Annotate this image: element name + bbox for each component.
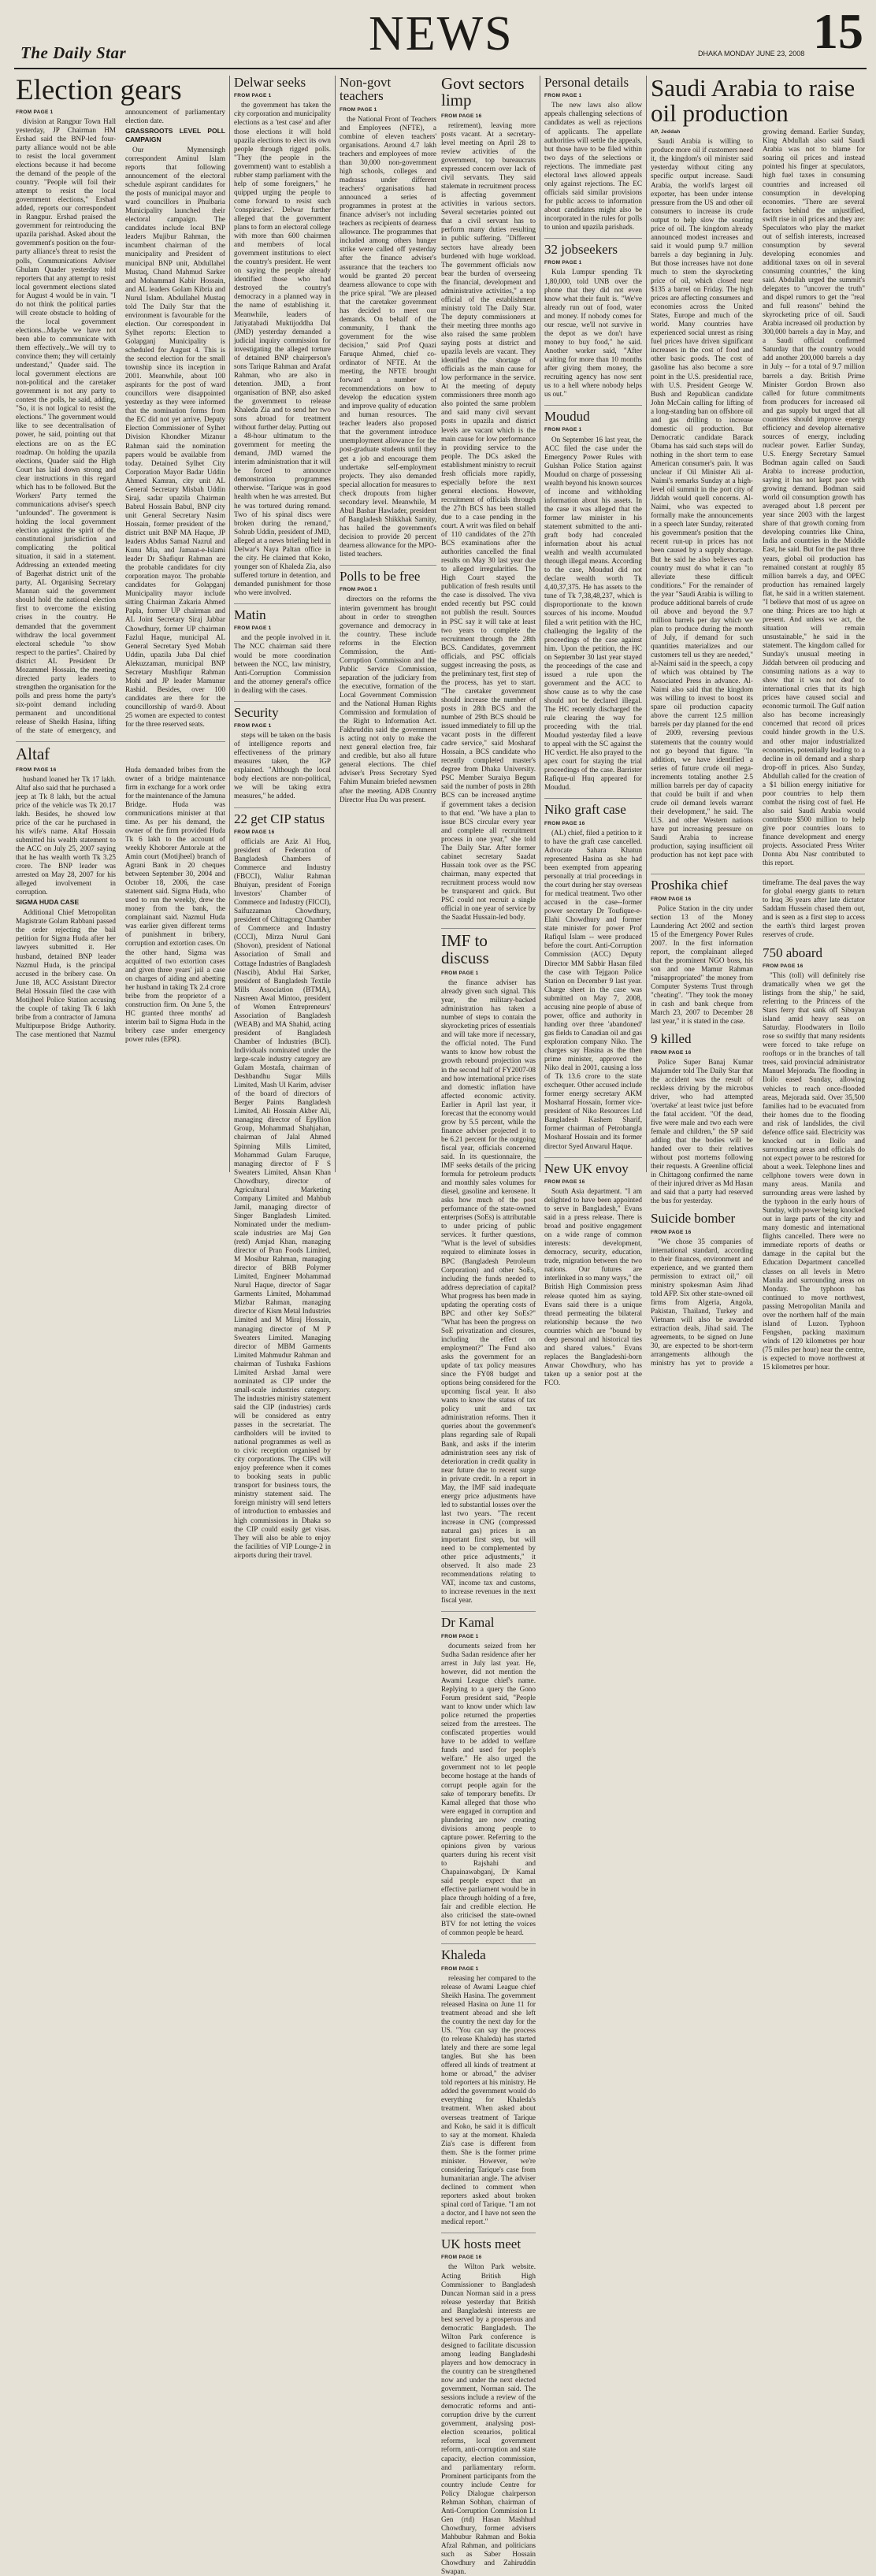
- column-1: [16, 76, 225, 1172]
- kicker: FROM PAGE 1: [441, 1633, 479, 1639]
- headline-security: Security: [234, 704, 279, 720]
- story-kamal: [441, 1616, 536, 1937]
- story-govt-sectors: [441, 76, 536, 922]
- story-jobseekers: [544, 243, 642, 399]
- story-text: Police Super Banaj Kumar Majumder told The Daily Star that the accident was the result of reckless driving by the microbus driver, who had attempted 'overtake' at least twice just before the fatal accident. "Of the dead, five were male and two each were female and children," the SP said adding that the bodies will be handed over to their relatives without post mortems following their requests. A Greenline official in Chittagong confirmed the name of their injured driver as Md Hasan and said that a party had reserved the bus for yesterday.: [651, 1057, 753, 1205]
- story-text: releasing her compared to the release of Awami League chief Sheikh Hasina. The government released Hasina on June 11 for treatment abroad and she left the country the next day for the US. "You can say the process (to release Khaleda) has started lately and there are some legal tangles. But she has been offered all kinds of treatment at home or abroad," the adviser told reporters at his ministry. He added the government would do everything for Khaleda's treatment. When asked about overseas treatment of Tarique and Koko, he said it is difficult to say at the moment. Khaleda Zia's case is different from them. She is the former prime minister. However, we're considering Tarique's case from humanitarian angle. The adviser declined to comment when reporters asked about broken spinal cord of Tarique. "I am not a doctor, and I have not seen the medical report.": [441, 1973, 536, 2226]
- headline-imf: IMF to discuss: [441, 931, 489, 967]
- story-divider: [441, 1611, 536, 1612]
- headline-election-gears: Election gears: [16, 74, 182, 106]
- subheading: SIGMA HUDA CASE: [16, 898, 80, 907]
- kicker: FROM PAGE 16: [441, 113, 482, 119]
- story-750-aboard: [763, 946, 865, 1372]
- story-imf: [441, 933, 536, 1605]
- story-text: "This (toll) will definitely rise dramatically when we get the listings from the ship," he said, referring to the Princess of the Stars ferry that sank off Sibuyan island amid heavy seas on Saturday. Floodwaters in Iloilo rose so swiftly that many residents were forced to take refuge on rooftops or in the branches of tall trees, said provincial administrator Manuel Mejorada. The flooding in Iloilo eased Sunday, allowing vehicles to reach once-flooded areas, Mejorada said. Over 35,500 families had to be evacuated from their homes due to the flooding and risk of landslides, the civil defence office said. Electricity was knocked out in Iloilo and surrounding areas and officials do not expect power to be restored for about a week. Telephone lines and cellphone towers were down in many areas. Manila and surrounding areas were lashed by the typhoon in the early hours of Sunday, with power being knocked out in large parts of the city and many domestic and international flights cancelled. There were no immediate reports of deaths or damage in the capital but the Education Department cancelled classes on all levels in Metro Manila and surrounding areas on Monday. The typhoon has continued to move northwest, passing Metropolitan Manila and over the northern half of the main island of Luzon. Typhoon Fengshen, packing maximum winds of 120 kilometres per hour (75 miles per hour) near the centre, is expected to move northwest at 15 kilometres per hour.: [763, 971, 865, 1372]
- story-divider: [544, 1157, 642, 1158]
- story-text: Our Mymensingh correspondent Aminul Islam reports that following announcement of the electoral schedule aspirant candidates for the posts of municipal mayor and ward councillors in Phulbaria Municipality launched their electoral campaign. The candidates include local BNP leaders Mujibur Rahman, the incumbent chairman of the municipality and President of municipal BNP unit, Abdullahel Mustaq, Chand Mahmud Sarker and Mohammad Kabir Hossain, and AL leaders Golam Kibria and Nurul Islam. Abdullahel Mustaq told The Daily Star that the environment is favourable for the election. Our correspondent in Sylhet reports: Election to Golapganj Municipality is scheduled for August 4. This is the second election for the small township since its inception in 2001. Meanwhile, about 100 aspirants for the post of ward councillors were disappointed yesterday as they were informed that the nomination forms from the EC did not yet arrive. Deputy Election Commissioner of Sylhet Division Khondker Mizanur Rahman said the nomination papers would be available from today. Detained Sylhet City Corporation Mayor Badar Uddin Ahmed Kamran, city unit AL General Secretary Misbah Uddin Siraj, sadar upazila Chairman Babrul Hossain Babul, BNP city unit General Secretary Nasim Hossain, former president of the district unit BNP MA Haque, JP leaders Abdus Samad Nazrul and Kunu Mia, and Jamaat-e-Islami leader Dr Shafiqur Rahman are the probable candidates for city corporation mayor. The probable candidates for Golapganj Municipality mayor include sitting Chairman Zakaria Ahmed Papla, former UP chairman and AL Joint Secretary Siraj Jabbar Chowdhury, former UP chairman Fazlul Haque, municipal AL General Secretary Syed Mobah Uddin, upazila Juba Dal chief Alekuzzaman, municipal BNP Secretary Mushfiqur Rahman Mohi and JP leader Mamunur Rashid. Besides, over 100 candidates are there for the councillorship of ward-9. About 25 women are expected to contest for the three reserved seats.: [125, 145, 225, 729]
- headline-matin: Matin: [234, 607, 266, 623]
- story-text: the Wilton Park website. Acting British High Commissioner to Bangladesh Duncan Norman said in a press release yesterday that British and Bangladeshi interests are best served by a prosperous and democratic Bangladesh. The Wilton Park conference is designed to facilitate discussion among leading Bangladeshi players and how democracy in the country can be strengthened now and under the next elected government, Norman said. The sessions include a review of the democratic reforms and anti-corruption drive by the current government, analysing post-election scenarios, political reforms, local government reform, anti-corruption and state capacity, election commission, and parliamentary reform. Prominent participants from the country include Centre for Policy Dialogue chairperson Rehman Sobhan, chairman of Anti-Corruption Commission Lt Gen (rtd) Hasan Mashhud Chowdhury, former advisers Mahbubur Rahman and Bokia Afzal Rahman, and politicians such as Saber Hossain Chowdhury and Zahiruddin Swapan.: [441, 2262, 536, 2576]
- story-text: division at Rangpur Town Hall yesterday, JP Chairman HM Ershad said the BNP-led four-party alliance would not be able to resist the local government elections because it had become the demand of the people of the country. "People will foil their attempt to resist the local government elections," Ershad added, reports our correspondent in Rangpur. Ershad praised the government for reintroducing the upazila parishad. Asked about the government's position on the four-party alliance's threat to resist the polls, Communications Adviser Ghulam Quader yesterday told reporters that any attempt to resist local government elections slated for August 4 would be in vain. "I do not think the political parties will create obstacle to holding of the local government elections...Maybe we have not been able to communicate with them effectively...We will try to convince them; they will certainly understand," Quader said. The local government elections are non-political and the caretaker government is not any party to contest the polls, he said, adding, "So, it is not logical to resist the elections." The government would like to see decentralisation of power, he said, pointing out that elections are on as the EC roadmap. On holding the upazila elections, Quader said the High Court has laid down strong and clear instructions in this regard which has to be followed. But the Workers' Party termed the communications adviser's speech "unfounded". The government is holding the local government election against the spirit of the constitutional jurisdiction and complicating the political situation, it said in a statement. Addressing an extended meeting of Bagerhat district unit of the party, AL Organising Secretary Mannan said the government should hold the national election first to overcome the existing crises in the country. He demanded that the government withdraw the local government electoral schedule "to show respect to the parties". Chaired by district AL President Dr Mozammel Hossain, the meeting directed party leaders to strengthen the organisation for the polls and press home the party's six-point demand including permanent and unconditional release of Sheikh Hasina, lifting of the state of emergency, and announcement of parliamentary election date.: [16, 107, 225, 735]
- headline-kamal: Dr Kamal: [441, 1615, 495, 1631]
- headline-delwar: Delwar seeks: [234, 75, 306, 90]
- newspaper-brand: The Daily Star: [20, 43, 127, 62]
- column-5: [544, 75, 643, 1386]
- kicker: FROM PAGE 16: [441, 2255, 482, 2261]
- column-rule: [646, 76, 647, 1172]
- column-3: [340, 76, 436, 1172]
- story-divider: [16, 741, 225, 742]
- masthead: [14, 3, 867, 69]
- kicker: FROM PAGE 16: [763, 963, 804, 969]
- kicker: FROM PAGE 16: [651, 1229, 692, 1235]
- story-text: "We chose 35 companies of international standard, according to their finances, environment and experience, and we granted them permission to extract oil," oil ministry spokesman Asim Jihad told AFP. Six other state-owned oil firms from Algeria, Angola, Pakistan, Thailand, Turkey and Vietnam will also be awarded extraction deals, Jihad said. The agreements, to be signed on June 30, are expected to be short-term arrangements although the ministry has yet to provide a timeframe. The deal paves the way for global energy giants to return to Iraq 36 years after late dictator Saddam Hussein chased them out, and is seen as a first step to access the earth's third largest proven reserves of crude.: [651, 878, 865, 1368]
- headline-niko: Niko graft case: [544, 802, 626, 818]
- story-divider: [234, 603, 331, 604]
- story-election-gears: [16, 76, 225, 735]
- story-text: documents seized from her Sudha Sadan residence after her arrest in July last year. He, however, did not mention the Awami League chief's name. Replying to a query the Gono Forum president said, "People want to know under which law police returned the properties seized from the arrestees. The confiscated properties would have to be added to welfare funds and used for people's welfare." He also urged the government not to let people become hostage at the hands of corrupt people again for the sake of temporary benefits. Dr Kamal alleged that those who were engaged in corruption and plundering are now creating divisions among people to capture power. Referring to the opinions given by various quarters during his recent visit to Rajshahi and Chapainawabganj, Dr Kamal said people expect that an effective parliament would be in place through holding of a free, fair and credible election. He also criticised the state-owned BTV for not letting the voices of common people be heard.: [441, 1641, 536, 1937]
- story-text: Additional Chief Metropolitan Magistrate Golam Rabbani passed the order rejecting the bail petition for Sigma Huda after her lawyers submitted it. Her husband, detained BNP leader Nazmul Huda, is the principal accused in the bribery case. On June 18, ACC Assistant Director Belal Hossain filed the case with Motijheel Police Station accusing the couple of taking Tk 6 lakh bribe from a contractor of Jamuna Multipurpose Bridge Authority. The case mentioned that Nazmul Huda demanded bribes from the owner of a bridge maintenance firm in exchange for a work order for the maintenance of the Jamuna Bridge. Huda was communications minister at that time. As per his demand, the owner of the firm provided Huda Tk 6 lakh to the account of weekly Khoborer Antorale at the Amin court (Motijheel) branch of Agrani Bank in 20 cheques between September 30, 2004 and October 18, 2006, the case statement said. Sigma Huda, who used to run the weekly, drew the money from the bank, the complainant said. Nazmul Huda was earlier given different terms of punishment in bribery, corruption and extortion cases. On the other hand, Sigma was acquitted of two extortion cases and given three years' jail a case on charges of aiding and abetting her husband in taking Tk 2.4 crore bribe from the proprietor of a construction firm. On June 5, the HC granted three months' ad interim bail to Sigma Huda in the bribery case under emergency power rules (EPR).: [16, 765, 225, 1043]
- headline-uk-envoy: New UK envoy: [544, 1160, 629, 1176]
- story-altaf: [16, 746, 225, 1044]
- headline-altaf: Altaf: [16, 744, 50, 764]
- kicker: FROM PAGE 1: [234, 93, 272, 99]
- story-divider: [340, 565, 436, 566]
- kicker: FROM PAGE 1: [234, 625, 272, 632]
- story-delwar: [234, 76, 331, 597]
- story-text: retirement), leaving more posts vacant. At a secretary-level meeting on April 28 to review activities of the government, top bureaucrats expressed concern over lack of civil servants. They said stalemate in recruitment process is affecting government activities in various sectors. Several secretaries pointed out that a civil servant has to perform many duties resulting in public suffering. "Different sectors have already been burdened with huge workload. The government officials now bear the burden of overseeing the financial, development and administrative activities," a top official of the establishment ministry told The Daily Star. The deputy commissioners at their meeting three months ago also raised the same problem saying posts at district and upazila levels are vacant. They identified the shortage of officials as the main cause for low performance in the service. At the meeting of deputy commissioners three month ago also pointed the same problem and said many civil servant posts in upazila and district levels are vacant which is the main cause for low performance in providing service to the people. The DCs asked the establishment ministry to recruit fresh officials more rapidly, especially before the next general elections. However, recruitment of officials through the 27th BCS has been stalled due to a case pending in the court. A writ was filed on behalf of 110 candidates of the 27th BCS examinations after the authorities cancelled the final results on May 30 last year due to alleged irregularities. The High Court stayed the publication of fresh results until the case is dissolved. The viva ended recently but PSC could not publish the result. Sources in PSC say it will take at least two years to complete the recruitment through the 28th BCS. Candidates, government officials, and PSC officials suggest increasing the posts, as the preliminary test, first step of the process, has yet to start. "The caretaker government should increase the number of posts in 28th BCS and the number of 29th BCS should be issued immediately to fill up the vacant posts in the different cadre service," said Mosharaf Hossain, a BCS candidate who recently completed master's degree from Dhaka University. PSC Member Suraiya Begum said the number of posts in 28th BCS can be increased anytime if government takes a decision to that end. "We have a plan to issue BCS circular every year and complete all recruitment process in one year," she told The Daily Star. After former cabinet secretary Saadat Hussain took over as the PSC chairman, many expected that recruitment process would now be transparent and quick. But PSC could not recruit a single official in one year of service by the Saadat Hussain-led body.: [441, 121, 536, 922]
- story-divider: [544, 798, 642, 799]
- story-divider: [544, 238, 642, 239]
- story-moudud: [544, 410, 642, 792]
- column-4: [441, 74, 536, 2576]
- column-rule: [335, 76, 336, 1172]
- story-body-two-col: [651, 128, 865, 867]
- story-cip: [234, 812, 331, 1560]
- headline-saudi-arabia: Saudi Arabia to raise oil production: [651, 74, 856, 127]
- kicker: FROM PAGE 1: [16, 109, 54, 115]
- kicker: FROM PAGE 16: [651, 1049, 692, 1056]
- kicker: FROM PAGE 16: [16, 766, 57, 773]
- headline-uk-hosts: UK hosts meet: [441, 2236, 522, 2252]
- story-divider: [441, 928, 536, 929]
- story-saudi-arabia: [651, 76, 865, 867]
- kicker: FROM PAGE 16: [544, 820, 585, 826]
- kicker: AP, Jeddah: [651, 129, 681, 135]
- story-divider: [544, 405, 642, 406]
- story-security: [234, 706, 331, 801]
- story-proshika: [651, 878, 753, 1026]
- story-text: steps will be taken on the basis of intelligence reports and effectiveness of the primary measures taken, the IGP explained. "Although the local body elections are non-political, we will be taking extra measures," he added.: [234, 731, 331, 800]
- story-text: the government has taken the city corporation and municipality elections as a 'test case' and after those elections it will hold upazila elections to elect its own people through rigged polls. "They (the people in the government) want to establish a rubber stamp parliament with the help of some foreigners," he quipped urging the people to come forward to resist such 'conspiracies'. Delwar further alleged that the government plans to form an electoral college with more than 600 chairmen and members of local government institutions to elect the country's president. He went on saying the people already identified those who had destroyed the country's democracy in a planned way in the name of establishing it. Meanwhile, leaders of Jatiyatabadi Muktijoddha Dal (JMD) yesterday demanded a judicial inquiry commission for investigating the alleged torture of detained BNP chairperson's sons Tarique Rahman and Arafat Rahman, who are also in detention. JMD, a front organisation of BNP, also asked the government to release Khaleda Zia and to send her two sons abroad for treatment without further delay. Putting out a 48-hour ultimatum to the government for meeting the demand, JMD warned the interim administration that it will be forced to announce demonstration programmes otherwise. "Tarique was in good health when he was arrested. But he was tortured during remand. Two of his spinal discs were broken during the remand," Sohrab Uddin, president of JMD, alleged at a news briefing held in Delwar's Naya Paltan office in the city. He claimed that Koko, younger son of Khaleda Zia, also suffered torture in detention, and demanded punishment for those who were involved.: [234, 101, 331, 596]
- story-text: the finance adviser has already given such signal. This year, the military-backed administration has taken a number of steps to contain the skyrocketing prices of essentials and will take more if necessary, the official noted. The Fund wants to know how robust the growth rebound projection was in the second half of FY2007-08 and how international price rises and domestic inflation have affected economic activity. Earlier in April last year, it forecast that the economy would grow by 5.5 percent, while the finance adviser projected it to be 6.21 percent for the outgoing fiscal year, officials concerned said. In its questionnaire, the IMF seeks details of the pricing formula for petroleum products and monthly sales volumes for diesel, gasoline and kerosene. It asks how much of the post performance of the state-owned enterprises (SoEs) is attributable to under pricing of public services. It further questions, "What is the level of subsidies required to eliminate losses in BPC (Bangladesh Petroleum Corporation) and other SoEs, including the funds needed to address depreciation of capital? What progress has been made in updating the operating costs of BPC and other key SoEs?" "What has been the progress on SoE privatization and closures, including the effect on employment?" The Fund also asks the government for an update of tax policy measures since the FY08 budget and options being considered for the upcoming fiscal year. It also wants to know the status of tax policy unit and tax administration reforms. Then it queries about the government's plans regarding sale of Rupali Bank, and asks if the interim administration sees any risk of deterioration in credit quality in near future due to recent surge in private credit. In a report in May, the IMF said inadequate energy price adjustments have led to substantial losses over the last two years. "The recent increase in CNG (compressed natural gas) prices is an important first step, but will need to be complemented by other price adjustments," it observed. It also made 23 recommendations relating to VAT, income tax and customs, to increase revenues in the next fiscal year.: [441, 978, 536, 1605]
- story-khaleda: [441, 1948, 536, 2226]
- story-nongovt-teachers: [340, 76, 436, 559]
- headline-cip: 22 get CIP status: [234, 811, 325, 826]
- story-text: (AL) chief, filed a petition to it to have the graft case cancelled. Advocate Sahara Khatun represented Hasina as she had been exempted from appearing personally at trial proceedings in the court during her stay overseas for medical treatment. Two other accused in the case--former power secretary Dr Toufique-e-Elahi Chowdhury and former state minister for power Prof Rafiqul Islam -- were produced before the court. Anti-Corruption Commission (ACC) Deputy Director MM Sabbir Hasan filed the case with Tejgaon Police Station on December 9 last year. Charge sheet in the case was submitted on May 7, 2008, accusing nine people of abuse of power, office and authority in handing over three 'abandoned' gas fields to Canadian oil and gas exploration company Niko. The charges say Hasina as the then prime minister, approved the Niko deal in 2001, causing a loss of Tk 13.6 crore to the state exchequer. Other accused include former energy secretary AKM Mosharraf Hossain, former vice-president of Niko Resources Ltd Bangladesh Kashem Sharif, former chairman of Petrobangla Mosharaf Hossain and its former director Syed Anwarul Haque.: [544, 828, 642, 1150]
- dateline: DHAKA MONDAY JUNE 23, 2008: [698, 50, 805, 58]
- headline-proshika: Proshika chief: [651, 878, 728, 893]
- kicker: FROM PAGE 1: [234, 723, 272, 729]
- story-text: Kula Lumpur spending Tk 1,80,000, told UNB over the phone that they did not even know what their fault is. "We've already run out of food, water and money. If nobody comes for our rescue, we'll not survive in the depot as we don't have money to buy food," he said. Another worker said, "After waiting for more than 10 months after giving them money, the recruiting agency has now sent us to a hell where nobody helps us out.": [544, 268, 642, 399]
- story-divider: [441, 1943, 536, 1944]
- story-text: directors on the reforms the interim government has brought about in order to strengthen governance and democracy in the country. These include reforms in the Election Commission, the Anti-Corruption Commission and the Public Service Commission, separation of the judiciary from the executive, formation of the Local Government Commission and the National Human Rights Commission and formulation of the Right to Information Act. Fakhruddin said the government is acting not only to make the next general election free, fair and credible, but also all future general elections. The chief adviser's Press Secretary Syed Fahim Munaim briefed newsmen after the meeting. ADB Country Director Hua Du was present.: [340, 595, 436, 804]
- story-text: Police Station in the city under section 13 of the Money Laundering Act 2002 and section 15 of the Emergency Power Rules 2007. In the first information report, the complainant alleged that the prominent NGO boss, his son and one Mamur Rahman "misappropriated" the money from Computer Systems Trust through "cheating". "They took the money in cash and bank cheque from March 23, 2007 to December 28 last year," it is stated in the case.: [651, 904, 753, 1026]
- story-body-two-col: [16, 108, 225, 735]
- headline-750-aboard: 750 aboard: [763, 945, 823, 960]
- headline-khaleda: Khaleda: [441, 1947, 486, 1963]
- kicker: FROM PAGE 16: [544, 1179, 585, 1185]
- story-uk-hosts: [441, 2237, 536, 2576]
- kicker: FROM PAGE 16: [234, 829, 275, 835]
- headline-9-killed: 9 killed: [651, 1031, 692, 1047]
- kicker: FROM PAGE 1: [544, 93, 582, 99]
- story-text: husband loaned her Tk 17 lakh. Altaf also said that he purchased a jeep at Tk 8 lakh, but the actual price of the vehicle was Tk 20.17 lakh. Besides, he showed low price of the car he purchased in his wife's name. Altaf Hossain submitted his wealth statement to the ACC on July 25, 2007 saying that he has wealth worth Tk 3.25 crore. The BNP leader was arrested on May 28, 2007 for his alleged involvement in corruption.: [16, 774, 116, 896]
- story-niko: [544, 803, 642, 1150]
- headline-polls: Polls to be free: [340, 569, 421, 585]
- subheading: GRASSROOTS LEVEL POLL CAMPAIGN: [125, 126, 225, 143]
- headline-nongovt-teachers: Non-govt teachers: [340, 75, 392, 104]
- page-number: 15: [813, 3, 863, 59]
- story-text: officials are Aziz Al Huq, president of Federation of Bangladesh Chambers of Commerce and Industry (FBCCI), Waliur Rahman Bhuiyan, president of Foreign Investors' Chamber of Commerce and Industry (FICCI), Saifuzzaman Chowdhury, president of Chittagong Chamber of Commerce and Industry (CCCI), Mirza Nurul Gani (Shovon), president of National Association of Small and Cottage Industries of Bangladesh (Nascib), Abdul Hai Sarker, president of Bangladesh Textile Mills Association (BTMA), Nasreen Awal Mintoo, president of Women Entrepreneurs' Association of Bangladesh (WEAB) and MA Shahid, acting president of Bangladesh Chamber of Industries (BCI). Individuals nominated under the large-scale industry category are Gulam Mostafa, chairman of Deshbandhu Sugar Mills Limited, Mash Ul Karim, adviser of the board of directors of Berger Paints Bangladesh Limited, Ali Hossain Akber Ali, managing director of Epyllion Group, Mohammad Shahjahan, chairman of Jalal Ahmed Spinning Mills Limited, Mohammad Gulam Faruque, managing director of F S Sweaters Limited, Ahsan Khan Chowdhury, director of Agricultural Marketing Company Limited and Mahbub Jamil, managing director of Singer Bangladesh Limited. Nominated under the medium-scale industries are Maj Gen (retd) Amjad Khan, managing director of Pran Foods Limited, M Mosibur Rahman, managing director of BRB Polymer Limited, Engineer Mohammad Nurul Haque, director of Sagar Garments Limited, Mohammad Mizbar Rahman, managing director of Kism Metal Industries Limited and M Miraj Hossain, managing director of M P Sweaters Limited. Managing director of MBM Garments Limited Mahmudur Rahman and chairman of Tushuka Fashions Limited Arshad Jamal were nominated as CIP under the small-scale industries category. The industries ministry statement said the CIP (industries) cards will be considered as entry passes in the secretariat. The cardholders will be invited to national programmes as well as to civic reception organised by city corporations. The CIPs will enjoy preference when it comes to booking seats in public transport for business tours, the ministry statement said. The foreign ministry will send letters of introduction to embassies and high commissions in Dhaka so the CIP could easily get visas. They will also be able to enjoy the facilities of VIP Lounge-2 in airports during their travel.: [234, 837, 331, 1559]
- newspaper-page: [14, 3, 867, 2576]
- lower-briefs: [651, 878, 865, 1373]
- story-text: Saudi Arabia is willing to produce more oil if customers need it, the kingdom's oil minister said yesterday without citing any specific output increase. Saudi Arabia, the world's largest oil exporter, has been under intense pressure from the US and other oil consumers to increase its crude output to help slow the soaring price of oil. The kingdom already announced modest increases and said it would pump 9.7 million barrels a day beginning in July. But those increases have not done much to stem the skyrocketing price of oil, which closed near $135 a barrel on Friday. The high prices are affecting consumers and economies across the United States, Europe and much of the world. Many countries have experienced social unrest as rising fuel prices have driven significant increases in the cost of food and other basic goods. The cost of gasoline has also become a sore point in the U.S. presidential race, with U.S. President George W. Bush and Republican candidate John McCain calling for lifting of a long-standing ban on offshore oil and gas drilling to increase domestic oil production. But Democratic candidate Barack Obama has said such steps will do nothing in the short term to ease American consumer's pain. It was unclear if Oil Minister Ali al-Naimi's remarks Sunday at a high-level oil summit in the port city of Jiddah would quell concerns. Al-Naimi, who was expected to formally make the announcements in a speech later Sunday, reiterated his government's position that the recent run-up in prices has not been caused by a supply shortage. But he said he also believes each country must do what it can "to alleviate these difficult conditions." For the remainder of the year "Saudi Arabia is willing to produce additional barrels of crude oil above and beyond the 9.7 million barrels per day which we plan to produce during the month of July, if demand for such quantities materializes and our customers tell us they are needed," al-Naimi said in the speech, a copy of which was obtained by The Associated Press in advance. Al-Naimi also said that the kingdom was willing to invest to boost its spare oil production capacity above the current 12.5 million barrels per day planned for the end of 2009, reversing previous statements that the country would not go beyond that figure. "In addition, we have identified a series of future crude oil mega-increments totaling another 2.5 million barrels per day of capacity that could be built if and when crude oil demand levels warrant their development," he said. The U.S. and other Western nations have put increasing pressure on Saudi Arabia to increase production, saying insufficient oil production has not kept pace with growing demand. Earlier Sunday, King Abdullah also said Saudi Arabia was not to blame for soaring oil prices and instead pointed his finger at speculators, high fuel taxes in consuming countries and increased oil consumption in developing economies. "There are several factors behind the unjustified, swift rise in oil prices and they are: Speculators who play the market out of selfish interests, increased consumption by several developing economies and additional taxes on oil in several consuming countries," the king said. Abdullah urged the summit's delegates to "uncover the truth" and dispel rumors to get the "real and full reasons" behind the skyrocketing price of oil. Saudi Arabia increased oil production by 300,000 barrels a day in May, and a Saudi official confirmed Saturday that the country would add another 200,000 barrels a day in July -- for a total of 9.7 million barrels a day. British Prime Minister Gordon Brown also called for future commitments from producers for increased oil and gas supply but urged that all countries should improve energy efficiency and develop alternative sources of energy, including nuclear power. Earlier Sunday, U.S. Energy Secretary Samuel Bodman again called on Saudi Arabia to increase production, saying it has not kept pace with growing demand. Bodman said world oil consumption growth has averaged about 1.8 percent per year since 2003 with the largest share of that growth coming from developing countries like China, India and countries in the Middle East, he said. But for the past three years, global oil production has remained constant at roughly 85 million barrels a day, and OPEC production has remained largely flat, he said in a written statement. "I believe that most of us agree on one thing: Prices are too high at present. And unless we act, the situation will remain unsustainable," he said in the statement. The kingdom called for Sunday's unusual meeting in Jiddah between oil producing and consuming nations as a way to show that it was not deaf to international cries that its high prices have caused social and economic turmoil. The Gulf nation also has become increasingly concerned that record oil prices could hinder growth in the U.S. and other major industrialized economies, potentially leading to a decline in oil demand and a sharp drop-off in prices. Also Sunday, Abdullah called for the creation of a $1 billion energy initiative for poor countries to help them combat the rising cost of fuel. He also said Saudi Arabia would contribute $500 million to help give poor countries loans to finance development and energy projects. Associated Press Writer Donna Abu Nasr contributed to this report.: [651, 128, 865, 867]
- story-divider: [234, 701, 331, 702]
- story-text: The new laws also allow appeals challenging selections of candidates as well as rejections of applicants. The appellate authorities will settle the appeals, but those have to be filed within two days of the selections or rejections. The immediate past electoral laws allowed appeals only against rejections. The EC officials said similar provisions for public access to information about candidates might also be incorporated in the rules for polls to union and upazila parishads.: [544, 101, 642, 232]
- column-6-7: [651, 74, 865, 1372]
- headline-personal-details: Personal details: [544, 75, 629, 90]
- story-matin: [234, 608, 331, 695]
- headline-govt-sectors: Govt sectors limp: [441, 74, 525, 110]
- column-rule: [229, 76, 230, 1172]
- kicker: FROM PAGE 1: [340, 106, 377, 113]
- headline-moudud: Moudud: [544, 409, 590, 425]
- story-9-killed: [651, 1032, 753, 1205]
- story-text: the National Front of Teachers and Employees (NFTE), a combine of eleven teachers' organisations. Around 4.7 lakh teachers and employees of more than 30,000 non-government high schools, colleges and madrasas under different teachers' organisations had announced a series of programmes in protest at the finance adviser's not including teachers as recipients of dearness allowance. The programmes that included among others hunger strike were called off yesterday after the finance adviser's assurance that the teachers too would be granted 20 percent dearness allowance to cope with the price spiral. "We are pleased that the caretaker government has decided to meet our demands. On behalf of the community, I thank the government for the wise decision," said Prof Quazi Faruque Ahmed, chief co-ordinator of NFTE. At the meeting, the NFTE brought forward a number of recommendations on how to develop the education system and improve quality of education and human resources. The teacher leaders also proposed that the government introduce unemployment allowance for the post-graduate students until they get a job and encourage them undertake self-employment projects. They also demanded special allocation for measures to check dropouts from higher secondary level. Meanwhile, M Abul Bashar Hawlader, president of Bangladesh Shikkhak Samity, has hailed the government's decision to provide 20 percent dearness allowance for the MPO-listed teachers.: [340, 114, 436, 559]
- section-title: NEWS: [369, 7, 514, 61]
- kicker: FROM PAGE 1: [544, 260, 582, 266]
- column-2: [234, 75, 331, 1559]
- kicker: FROM PAGE 1: [544, 427, 582, 433]
- story-polls: [340, 570, 436, 804]
- kicker: FROM PAGE 1: [441, 1965, 479, 1972]
- kicker: FROM PAGE 1: [340, 587, 377, 593]
- story-divider: [234, 807, 331, 808]
- story-text: South Asia department. "I am delighted to have been appointed to serve in Bangladesh," Evans said in a press release. There is broad and positive engagement on a wide range of common interests: development, democracy, security, education, trade, migration between the two nations. Our futures are interlinked in so many ways," the British High Commission press release quoted him as saying. Evans said there is a unique thread permeating the bilateral relationship because the two countries which are "bound by deep personal and historical ties and shared values." Evans replaces the Bangladeshi-born Anwar Chowdhury, who has taken up a senior post at the FCO.: [544, 1186, 642, 1386]
- story-text: and the people involved in it. The NCC chairman said there would be more coordination between the NCC, law ministry, Anti-Corruption Commission and the attorney general's office in dealing with the cases.: [234, 633, 331, 694]
- headline-suicide-bomber: Suicide bomber: [651, 1211, 736, 1227]
- kicker: FROM PAGE 16: [651, 896, 692, 902]
- story-body-two-col: [16, 766, 225, 1045]
- story-personal-details: [544, 76, 642, 232]
- headline-jobseekers: 32 jobseekers: [544, 242, 618, 258]
- story-text: On September 16 last year, the ACC filed the case under the Emergency Power Rules with Gulshan Police Station against Moudud on charge of possessing wealth beyond his known sources of income and withholding information about his assets. In the case it was alleged that the former law minister in his statement submitted to the anti-graft body had concealed information about his actual wealth and wealth accumulated through illegal means. According to the case, Moudud did not declare wealth worth Tk 4,40,37,375. He has assets to the tune of Tk 7,38,48,237, which is disproportionate to the known sources of his income. Moudud filed a writ petition with the HC, challenging the legality of the proceedings of the case against him. Upon the petition, the HC on September 30 last year stayed the proceedings of the case and issued a rule upon the government and the ACC to show cause as to why the case should not be declared illegal. The HC recently discharged the rule clearing the way for proceeding with the trial. Moudud yesterday filed a leave to appeal with the SC against the HC verdict. He also prayed to the apex court for staying the trial proceedings of the case. Barrister Rafique-ul Huq appeared for Moudud.: [544, 435, 643, 792]
- kicker: FROM PAGE 1: [441, 970, 479, 976]
- story-uk-envoy: [544, 1162, 642, 1387]
